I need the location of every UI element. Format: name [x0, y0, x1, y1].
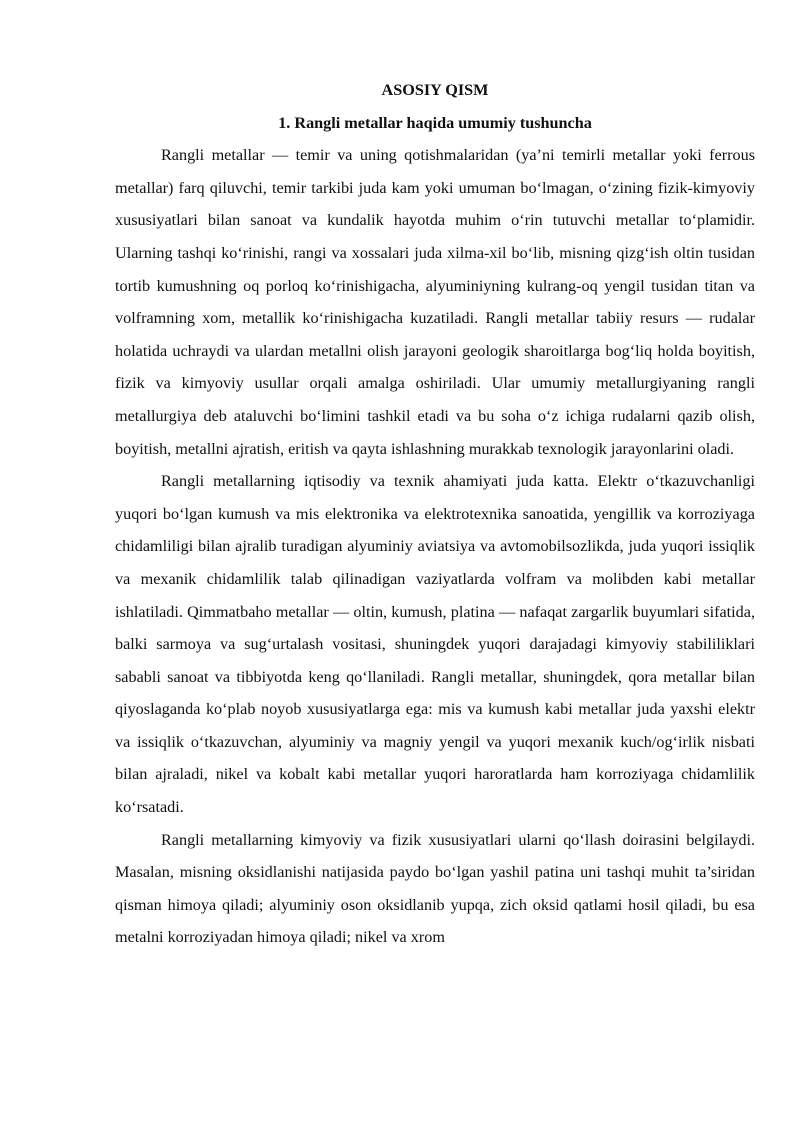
document-page — [115, 74, 755, 954]
paragraph: Rangli metallarning kimyoviy va fizik xususiyatlari ularni qo‘llash doirasini belgilaydi. Masalan, misning oksidlanishi natijasida paydo bo‘lgan yashil patina uni tashqi muhit ta’siridan qisman himoya qiladi; alyuminiy oson oksidlanib yupqa, zich oksid qatlami hosil qiladi, bu esa metalni korroziyadan himoya qiladi; nikel va xrom — [115, 830, 755, 947]
section-heading: 1. Rangli metallar haqida umumiy tushuncha — [278, 113, 592, 132]
main-heading: ASOSIY QISM — [381, 81, 489, 99]
paragraph: Rangli metallar — temir va uning qotishmalaridan (ya’ni temirli metallar yoki ferrous metallar) farq qiluvchi, temir tarkibi juda kam yoki umuman bo‘lmagan, o‘zining fizik-kimyoviy xususiyatlari bilan sanoat va kundalik hayotda muhim o‘rin tutuvchi metallar to‘plamidir. Ularning tashqi ko‘rinishi, rangi va xossalari juda xilma-xil bo‘lib, misning qizg‘ish oltin tusidan tortib kumushning oq porloq ko‘rinishigacha, alyuminiyning kulrang-oq yengil tusidan titan va volframning xom, metallik ko‘rinishigacha kuzatiladi. Rangli metallar tabiiy resurs — rudalar holatida uchraydi va ulardan metallni olish jarayoni geologik sharoitlarga bog‘liq holda boyitish, fizik va kimyoviy usullar orqali amalga oshiriladi. Ular umumiy metallurgiyaning rangli metallurgiya deb ataluvchi bo‘limini tashkil etadi va bu soha o‘z ichiga rudalarni qazib olish, boyitish, metallni ajratish, eritish va qayta ishlashning murakkab texnologik jarayonlarini oladi. — [115, 146, 755, 458]
paragraph: Rangli metallarning iqtisodiy va texnik ahamiyati juda katta. Elektr o‘tkazuvchanligi yuqori bo‘lgan kumush va mis elektronika va elektrotexnika sanoatida, yengillik va korroziyaga chidamliligi bilan ajralib turadigan alyuminiy aviatsiya va avtomobilsozlikda, juda yuqori issiqlik va mexanik chidamlilik talab qilinadigan vaziyatlarda volfram va molibden kabi metallar ishlatiladi. Qimmatbaho metallar — oltin, kumush, platina — nafaqat zargarlik buyumlari sifatida, balki sarmoya va sug‘urtalash vositasi, shuningdek yuqori darajadagi kimyoviy stabililiklari sababli sanoat va tibbiyotda keng qo‘llaniladi. Rangli metallar, shuningdek, qora metallar bilan qiyoslaganda ko‘plab noyob xususiyatlarga ega: mis va kumush kabi metallar juda yaxshi elektr va issiqlik o‘tkazuvchan, alyuminiy va magniy yengil va yuqori mexanik kuch/og‘irlik nisbati bilan ajraladi, nikel va kobalt kabi metallar yuqori haroratlarda ham korroziyaga chidamlilik ko‘rsatadi. — [115, 472, 755, 817]
